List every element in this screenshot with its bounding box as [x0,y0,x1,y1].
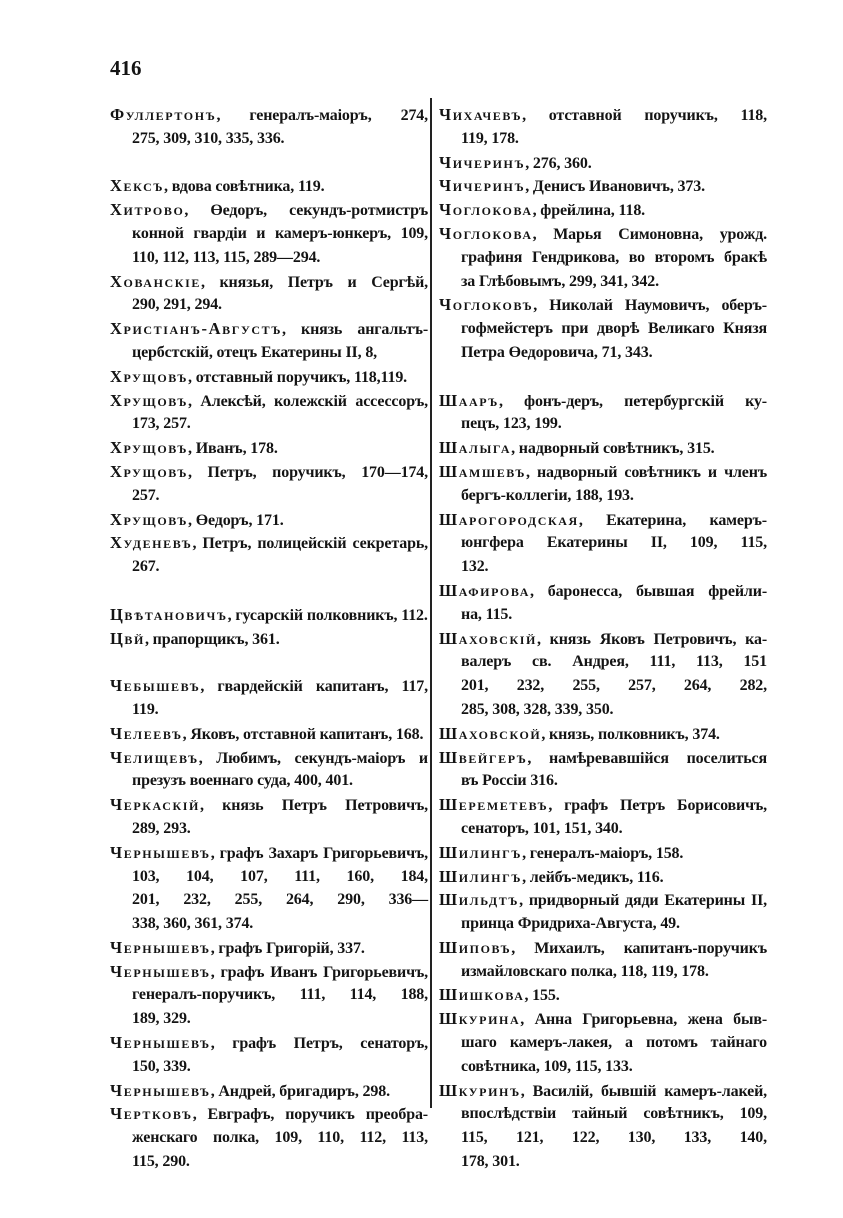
index-entry [439,865,767,889]
index-entry [439,841,767,865]
entry-name: Чернышевъ [110,961,211,981]
entry-text: , Екатерина, камеръ- [578,511,767,529]
index-entry [110,793,428,841]
entry-continuation-line: Петра Өедоровича, 71, 343. [461,343,653,361]
index-entry [439,174,767,198]
entry-text: , князь Яковъ Петровичъ, ка- [536,630,767,648]
entry-first-line [110,603,428,627]
entry-name: Шафирова [439,580,530,600]
entry-first-line [110,389,428,413]
index-entry [110,674,428,722]
entry-name: Челеевъ [110,723,183,743]
entry-text: , Андрей, бригадиръ, 298. [210,1082,390,1100]
entry-text: , Иванъ, 178. [188,440,278,458]
entry-first-line [439,722,767,746]
index-entry [439,293,767,364]
entry-continuation-line: презузъ военнаго суда, 400, 401. [132,772,353,790]
index-entry [110,627,428,651]
entry-name: Шильдтъ [439,890,520,910]
entry-name: Христіанъ-Августъ [110,319,283,339]
entry-name: Шалыга [439,438,512,458]
entry-text: , графъ Петръ Борисовичъ, [548,797,767,815]
index-entry [110,746,428,794]
entry-text: , фонъ-деръ, петербургскій ку- [498,392,767,410]
index-entry [110,103,428,151]
entry-first-line [110,436,428,460]
entry-text: , Өедоръ, секундъ-ротмистръ [184,202,428,220]
entry-continuation-line: за Глѣбовымъ, 299, 341, 342. [461,272,659,290]
index-letter-group [439,389,767,1174]
index-entry [110,1079,428,1103]
entry-first-line [110,508,428,532]
entry-text: , Любимъ, секундъ-маіоръ и [198,749,428,767]
entry-first-line [439,389,767,413]
entry-text: , Василій, бывшій камеръ-лакей, [520,1082,767,1100]
entry-name: Шаховскій [439,628,537,648]
entry-first-line [110,960,428,984]
index-entry [439,151,767,175]
entry-name: Хексъ [110,176,165,196]
entry-continuation-line: принца Фридриха-Августа, 49. [461,915,680,933]
entry-text: , Петръ, поручикъ, 170—174, [188,463,428,481]
index-entry [439,1079,767,1174]
entry-text: , Алексѣй, колежскій ассессоръ, [188,392,428,410]
index-entry [439,579,767,627]
index-entry [110,436,428,460]
entry-continuation-line: пецъ, 123, 199. [461,415,562,433]
index-letter-group [110,174,428,579]
entry-text: , Петръ, полицейскій секретарь, [192,535,428,553]
index-entry [439,746,767,794]
entry-name: Хрущовъ [110,366,189,386]
entry-name: Чоглокова [439,200,533,220]
entry-text: , Михаилъ, капитанъ-поручикъ [511,939,767,957]
entry-name: Цвѣтановичъ [110,604,228,624]
entry-continuation-line: 173, 257. [132,415,191,433]
entry-text: , графъ Захаръ Григорьевичъ, [210,844,428,862]
entry-text: , лейбъ-медикъ, 116. [522,868,664,886]
entry-name: Челищевъ [110,747,199,767]
entry-name: Швейгеръ [439,747,528,767]
entry-first-line [439,888,767,912]
entry-first-line [439,222,767,246]
entry-first-line [110,841,428,865]
entry-first-line [110,1079,428,1103]
entry-text: , отставной поручикъ, 118, [522,107,767,124]
entry-name: Шишкова [439,985,525,1005]
entry-continuation-line: 110, 112, 113, 115, 289—294. [132,248,321,266]
entry-continuation-line: 201, 232, 255, 257, 264, 282, [461,677,767,695]
entry-text: , вдова совѣтника, 119. [164,178,325,196]
entry-name: Фуллертонъ [110,105,217,124]
index-entry [439,1007,767,1078]
index-column-left [110,103,428,1198]
entry-name: Чернышевъ [110,842,211,862]
entry-text: , Николай Наумовичъ, оберъ- [533,297,767,315]
column-divider [430,98,432,1108]
entry-name: Чернышевъ [110,937,211,957]
entry-name: Хрущовъ [110,509,189,529]
entry-first-line [110,270,428,294]
entry-continuation-line: 275, 309, 310, 335, 336. [132,129,285,147]
entry-continuation-line: 285, 308, 328, 339, 350. [461,700,614,718]
entry-name: Хрущовъ [110,461,189,481]
entry-text: , 276, 360. [525,154,592,172]
entry-first-line [439,841,767,865]
entry-name: Шааръ [439,390,499,410]
entry-first-line [439,198,767,222]
index-entry [110,389,428,437]
entry-text: , Өедоръ, 171. [188,511,284,529]
entry-first-line [110,1102,428,1126]
entry-continuation-line: совѣтника, 109, 115, 133. [461,1057,633,1075]
entry-first-line [110,746,428,770]
index-entry [439,936,767,984]
entry-continuation-line: юнгфера Екатерины II, 109, 115, [461,534,767,552]
entry-continuation-line: 267. [132,558,160,576]
entry-name: Хованскіе [110,271,201,291]
entry-first-line [439,579,767,603]
entry-first-line [439,627,767,651]
entry-text: , генералъ-маіоръ, 274, [216,107,428,124]
entry-text: , баронесса, бывшая фрейли- [529,582,767,600]
entry-continuation-line: впослѣдствіи тайный совѣтникъ, 109, [461,1105,767,1123]
entry-name: Хрущовъ [110,390,189,410]
entry-text: , князья, Петръ и Сергѣй, [200,273,428,291]
entry-text: , князь Петръ Петровичъ, [199,797,428,815]
index-entry [439,793,767,841]
index-entry [110,174,428,198]
entry-name: Худеневъ [110,533,193,553]
entry-continuation-line: шаго камеръ-лакея, а потомъ тайнаго [461,1034,767,1052]
entry-continuation-line: 119. [132,700,159,718]
index-entry [439,460,767,508]
page-number: 416 [110,56,142,80]
index-entry [439,103,767,151]
index-entry [439,627,767,722]
entry-text: , графъ Иванъ Григорьевичъ, [210,963,428,981]
entry-text: , отставный поручикъ, 118,119. [188,368,408,386]
entry-text: , Яковъ, отставной капитанъ, 168. [182,725,424,743]
index-entry [439,508,767,579]
entry-continuation-line: 201, 232, 255, 264, 290, 336— [132,891,428,909]
index-entry [439,222,767,293]
entry-text: , Денисъ Ивановичъ, 373. [525,178,705,196]
entry-first-line [110,936,428,960]
entry-continuation-line: 132. [461,558,489,576]
entry-name: Шиповъ [439,937,512,957]
entry-first-line [439,151,767,175]
index-entry [439,722,767,746]
entry-name: Шилингъ [439,866,523,886]
index-entry [110,1102,428,1173]
entry-name: Шкуринъ [439,1080,521,1100]
entry-continuation-line: бергъ-коллегіи, 188, 193. [461,486,634,504]
entry-name: Чоглоковъ [439,295,534,315]
entry-first-line [439,936,767,960]
index-entry [439,436,767,460]
entry-text: , Марья Симоновна, урожд. [532,225,767,243]
entry-continuation-line: въ Россіи 316. [461,772,558,790]
index-entry [439,983,767,1007]
entry-text: , генералъ-маіоръ, 158. [522,844,684,862]
entry-first-line [110,722,428,746]
entry-first-line [110,627,428,651]
entry-name: Хитрово [110,200,185,220]
entry-text: , придворный дяди Екатерины II, [519,892,767,910]
entry-continuation-line: 257. [132,486,160,504]
entry-name: Чоглокова [439,223,533,243]
entry-name: Цвй [110,628,145,648]
index-entry [110,198,428,269]
entry-text: , прапорщикъ, 361. [144,630,280,648]
index-entry [110,722,428,746]
entry-continuation-line: на, 115. [461,605,513,623]
index-letter-group [110,103,428,151]
entry-first-line [110,103,428,127]
entry-text: , 155. [524,987,560,1005]
entry-first-line [110,460,428,484]
entry-name: Шамшевъ [439,461,527,481]
entry-first-line [439,746,767,770]
index-entry [110,603,428,627]
entry-name: Чернышевъ [110,1033,211,1053]
entry-continuation-line: 178, 301. [461,1153,520,1171]
index-letter-group [439,103,767,365]
entry-text: , фрейлина, 118. [532,202,646,220]
entry-first-line [439,793,767,817]
index-column-right [439,103,767,1198]
entry-continuation-line: гофмейстеръ при дворѣ Великаго Князя [461,320,767,338]
entry-continuation-line: 103, 104, 107, 111, 160, 184, [132,867,428,885]
entry-first-line [439,436,767,460]
index-entry [110,365,428,389]
entry-name: Чичеринъ [439,176,526,196]
index-entry [439,888,767,936]
entry-text: , намѣревавшійся поселиться [527,749,767,767]
entry-continuation-line: измайловскаго полка, 118, 119, 178. [461,962,709,980]
index-entry [110,936,428,960]
index-entry [110,460,428,508]
index-entry [110,1031,428,1079]
entry-name: Чернышевъ [110,1080,211,1100]
entry-continuation-line: женскаго полка, 109, 110, 112, 113, [132,1129,428,1147]
entry-text: , Анна Григорьевна, жена быв- [520,1011,767,1029]
index-entry [110,270,428,318]
index-letter-group [110,603,428,651]
entry-continuation-line: цербстскій, отецъ Екатерины II, 8, [132,343,378,361]
entry-text: , князь ангальтъ- [282,321,428,339]
entry-text: , Евграфъ, поручикъ преобра- [192,1106,428,1124]
entry-first-line [439,1007,767,1031]
entry-continuation-line: 115, 290. [132,1153,190,1171]
entry-continuation-line: валеръ св. Андрея, 111, 113, 151 [461,653,767,671]
entry-continuation-line: 289, 293. [132,819,191,837]
entry-continuation-line: 338, 360, 361, 374. [132,915,254,933]
entry-continuation-line: 290, 291, 294. [132,296,222,314]
entry-first-line [439,174,767,198]
entry-continuation-line: 115, 121, 122, 130, 133, 140, [461,1129,767,1147]
index-entry [439,389,767,437]
entry-text: , графъ Петръ, сенаторъ, [210,1035,428,1053]
entry-name: Шилингъ [439,842,523,862]
entry-first-line [439,460,767,484]
index-entry [110,960,428,1031]
index-entry [439,198,767,222]
entry-first-line [110,174,428,198]
entry-first-line [110,793,428,817]
entry-first-line [110,1031,428,1055]
entry-name: Чертковъ [110,1104,193,1124]
entry-continuation-line: 189, 329. [132,1010,191,1028]
entry-text: , надворный совѣтникъ, 315. [511,440,715,458]
entry-name: Чихачевъ [439,105,523,124]
entry-name: Хрущовъ [110,438,189,458]
entry-first-line [110,317,428,341]
entry-continuation-line: конной гвардіи и камеръ-юнкеръ, 109, [132,224,428,242]
entry-first-line [110,531,428,555]
index-entry [110,841,428,936]
entry-continuation-line: графиня Гендрикова, во второмъ бракѣ [461,248,767,266]
entry-first-line [110,674,428,698]
entry-continuation-line: сенаторъ, 101, 151, 340. [461,819,623,837]
entry-continuation-line: 150, 339. [132,1057,191,1075]
entry-continuation-line: 119, 178. [461,129,519,147]
entry-text: , графъ Григорій, 337. [210,939,365,957]
entry-name: Чичеринъ [439,152,526,172]
index-entry [110,317,428,365]
entry-name: Чебышевъ [110,676,201,696]
entry-name: Черкаскій [110,795,200,815]
entry-first-line [439,508,767,532]
entry-name: Шкурина [439,1009,521,1029]
entry-text: , надворный совѣтникъ и членъ [526,463,767,481]
entry-first-line [110,198,428,222]
entry-continuation-line: генералъ-поручикъ, 111, 114, 188, [132,986,428,1004]
entry-first-line [439,865,767,889]
entry-name: Шаховской [439,723,542,743]
entry-first-line [110,365,428,389]
entry-text: , гвардейскій капитанъ, 117, [200,678,428,696]
entry-first-line [439,1079,767,1103]
entry-text: , гусарскій полковникъ, 112. [227,606,428,624]
entry-text: , князь, полковникъ, 374. [541,725,720,743]
index-entry [110,531,428,579]
index-entry [110,508,428,532]
entry-first-line [439,983,767,1007]
entry-name: Шарогородская [439,509,579,529]
index-letter-group [110,674,428,1174]
entry-name: Шереметевъ [439,795,549,815]
entry-first-line [439,103,767,127]
entry-first-line [439,293,767,317]
